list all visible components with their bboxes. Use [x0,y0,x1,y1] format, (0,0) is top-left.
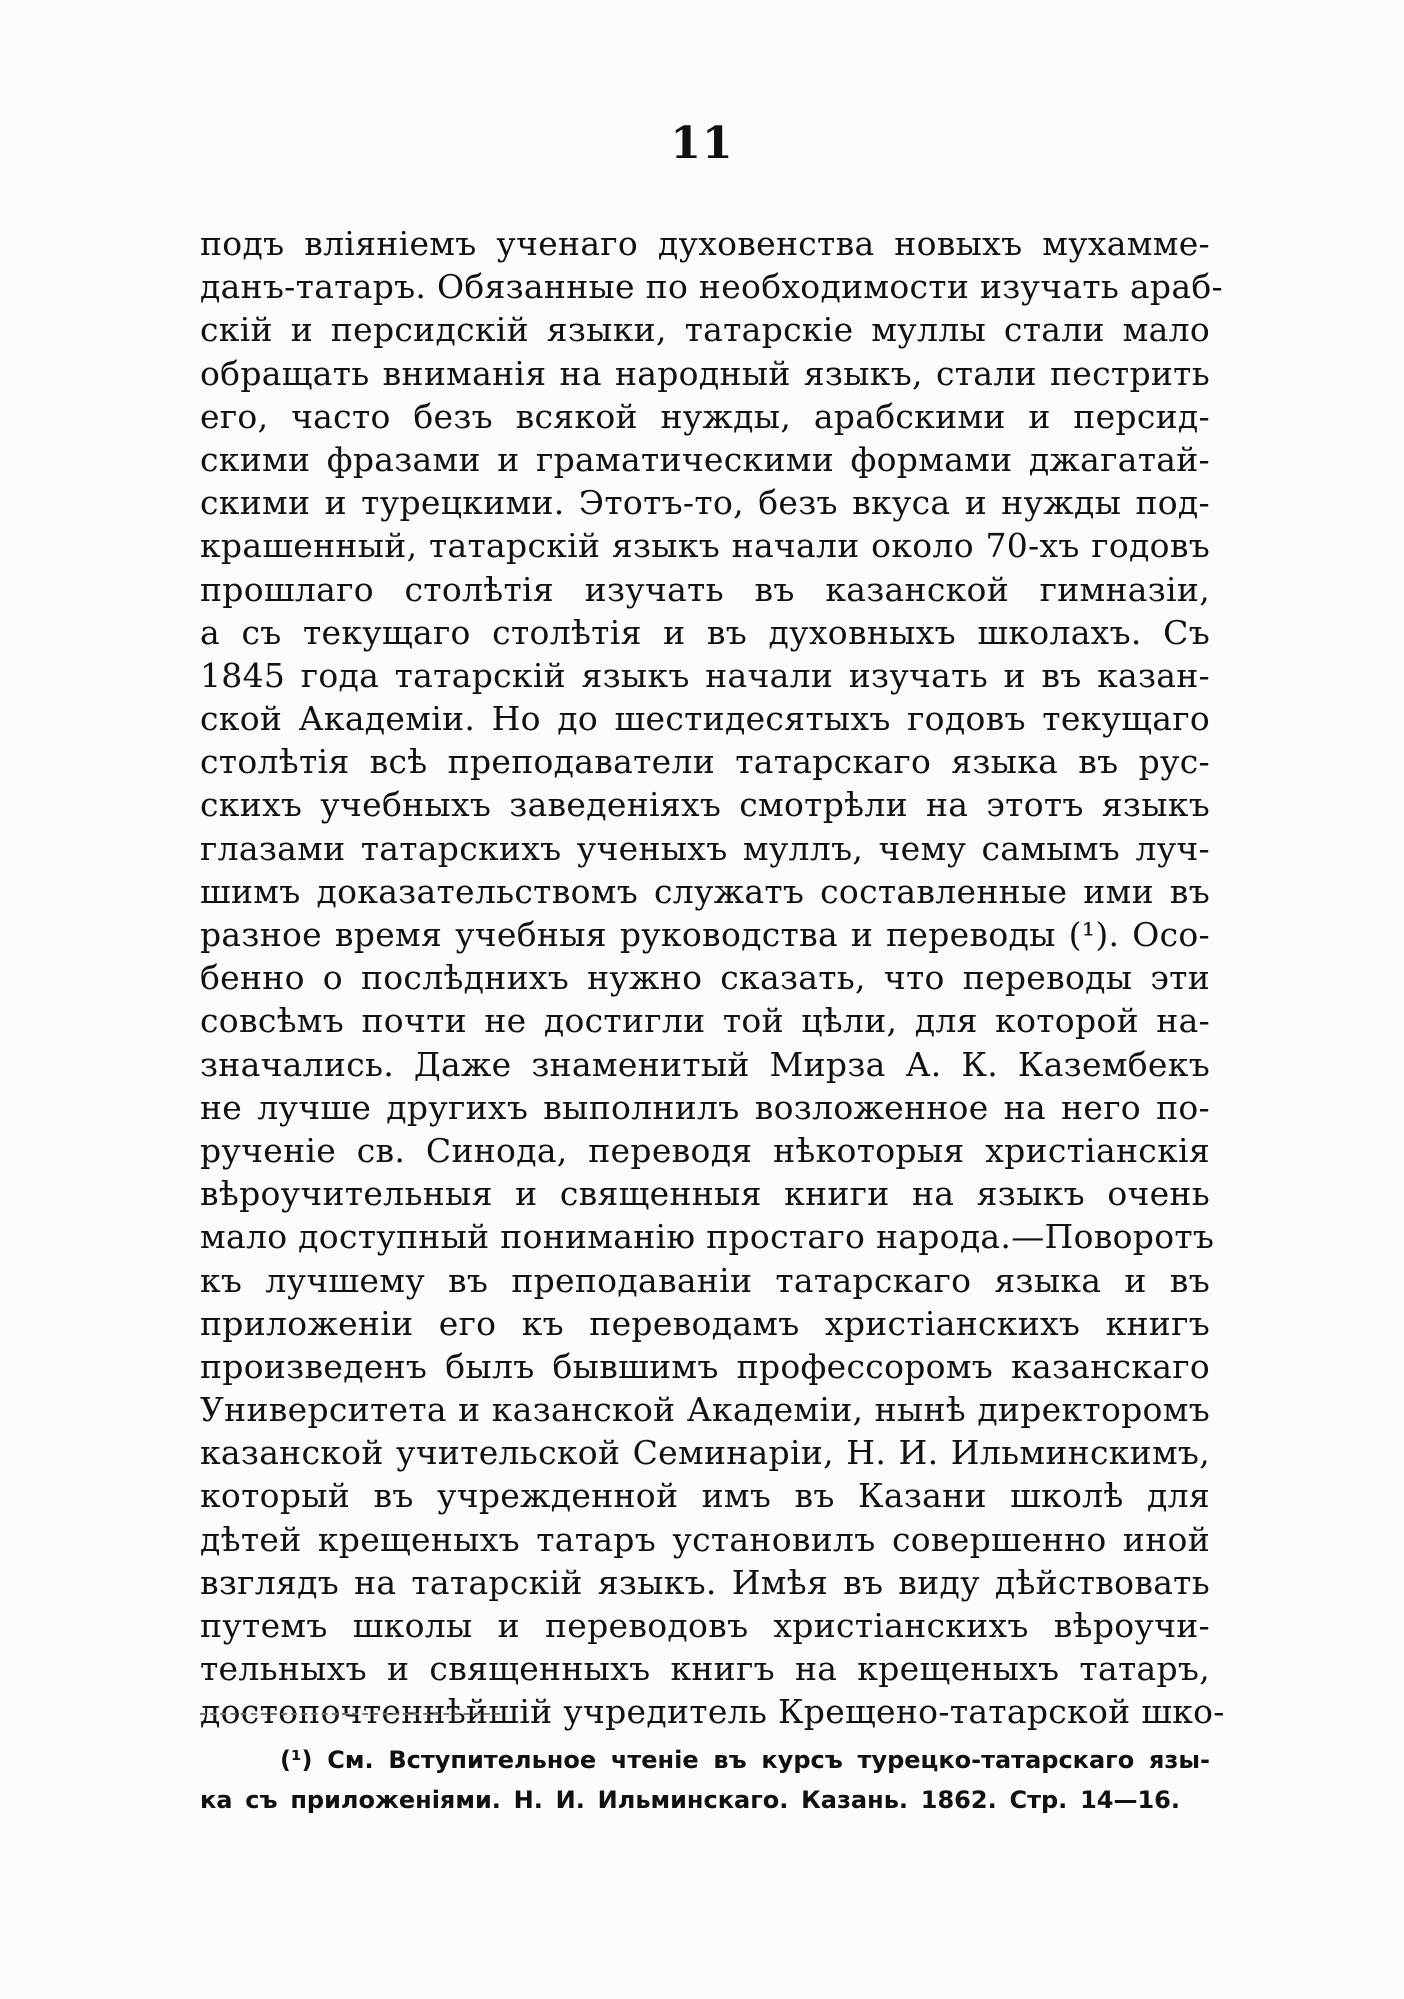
text-line: данъ-татаръ. Обязанные по необходимости изучать араб- [200,267,1223,307]
text-line: вѣроучительныя и священныя книги на языкъ очень [200,1174,1210,1214]
text-line: путемъ школы и переводовъ христіанскихъ вѣроучи- [200,1606,1210,1645]
text-line: приложеніи его къ переводамъ христіанскихъ книгъ [200,1303,1210,1343]
text-line: подъ вліяніемъ ученаго духовенства новыхъ мухамме- [200,224,1210,263]
page-number: 11 [670,118,734,169]
text-line: а съ текущаго столѣтія и въ духовныхъ школахъ. Съ [200,612,1210,652]
text-line: скій и персидскій языки, татарскіе муллы стали мало [200,310,1210,350]
text-line: казанской учительской Семинаріи, Н. И. Ильминскимъ, [200,1433,1210,1473]
text-line: который въ учрежденной имъ въ Казани школѣ для [200,1476,1210,1516]
footnote-line: ка съ приложеніями. Н. И. Ильминскаго. Казань. 1862. Стр. 14—16. [200,1786,1180,1814]
text-line: взглядъ на татарскій языкъ. Имѣя въ виду дѣйствовать [200,1562,1210,1602]
text-line: не лучше другихъ выполнилъ возложенное на него по- [200,1087,1210,1127]
text-line: столѣтія всѣ преподаватели татарскаго языка въ рус- [200,742,1210,782]
text-line: бенно о послѣднихъ нужно сказать, что переводы эти [200,958,1210,998]
text-line: шимъ доказательствомъ служатъ составленные ими въ [200,871,1210,911]
text-line: глазами татарскихъ ученыхъ муллъ, чему самымъ луч- [200,828,1210,868]
footnote-line: (¹) См. Вступительное чтеніе въ курсъ турецко-татарскаго язы- [280,1746,1210,1774]
text-line: произведенъ былъ бывшимъ профессоромъ казанскаго [200,1346,1210,1386]
text-line: обращать вниманія на народный языкъ, стали пестрить [200,353,1210,393]
footnote [200,1740,1210,1820]
text-line: мало доступный пониманію простаго народа.—Поворотъ [200,1217,1215,1257]
text-line: разное время учебныя руководства и переводы (¹). Осо- [200,915,1210,954]
text-line: достопочтеннѣйшій учредитель Крещено-татарской шко- [200,1692,1225,1732]
text-line: 1845 года татарскій языкъ начали изучать и въ казан- [200,655,1210,695]
body-text [200,222,1225,1734]
text-line: дѣтей крещеныхъ татаръ установилъ совершенно иной [200,1519,1210,1559]
text-line: скихъ учебныхъ заведеніяхъ смотрѣли на этотъ языкъ [200,785,1210,825]
text-line: тельныхъ и священныхъ книгъ на крещеныхъ татаръ, [200,1649,1210,1689]
footnote-divider [200,1713,500,1715]
text-line: Университета и казанской Академіи, нынѣ директоромъ [200,1390,1210,1430]
text-line: скими фразами и граматическими формами джагатай- [200,439,1210,479]
text-line: его, часто безъ всякой нужды, арабскими и персид- [200,396,1210,436]
text-line: скими и турецкими. Этотъ-то, безъ вкуса и нужды под- [200,483,1210,523]
text-line: къ лучшему въ преподаваніи татарскаго языка и въ [200,1260,1210,1300]
text-line: крашенный, татарскій языкъ начали около 70-хъ годовъ [200,526,1210,566]
text-line: значались. Даже знаменитый Мирза А. К. Казембекъ [200,1044,1210,1084]
text-line: прошлаго столѣтія изучать въ казанской гимназіи, [200,569,1210,609]
text-line: рученіе св. Синода, переводя нѣкоторыя христіанскія [200,1130,1210,1170]
text-line: ской Академіи. Но до шестидесятыхъ годовъ текущаго [200,699,1210,739]
text-line: совсѣмъ почти не достигли той цѣли, для которой на- [200,1001,1210,1041]
